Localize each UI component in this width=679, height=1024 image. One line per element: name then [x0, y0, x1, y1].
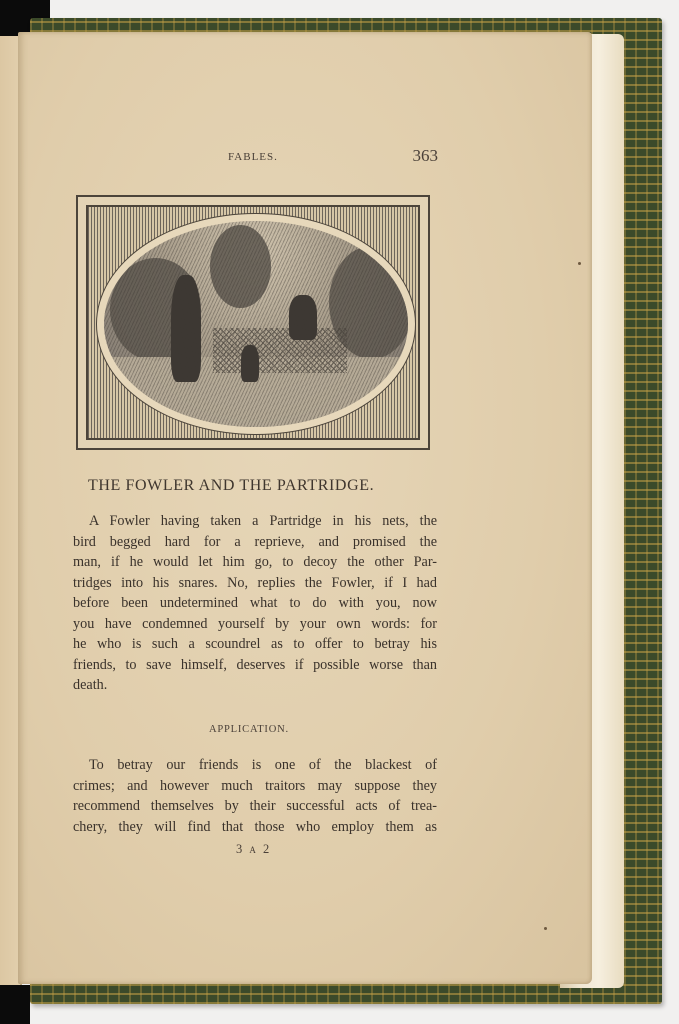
book-page — [18, 32, 592, 984]
text-line: before been undetermined what to do with you, now — [73, 595, 437, 611]
fable-body — [73, 511, 437, 696]
text-line: he who is such a scoundrel as to offer to betray his — [73, 636, 437, 652]
signature-right: 2 — [263, 842, 272, 856]
application-body — [73, 755, 437, 837]
paper-fleck — [544, 927, 547, 930]
signature-mark — [236, 842, 271, 857]
text-line: death. — [73, 677, 108, 693]
signature-middle: A — [249, 845, 258, 855]
application-heading: APPLICATION. — [209, 724, 289, 735]
text-line: friends, to save himself, deserves if possible worse than — [73, 656, 437, 673]
text-line: crimes; and however much traitors may suppose they — [73, 777, 437, 794]
engraving-hatching — [104, 221, 408, 427]
text-line: chery, they will find that those who employ them as — [73, 818, 437, 835]
engraving-oval-mat — [96, 213, 416, 435]
running-head-title: FABLES. — [228, 151, 278, 163]
text-line: man, if he would let him go, to decoy the other Par- — [73, 554, 437, 570]
scanner-edge-bottom — [0, 985, 30, 1024]
page-number: 363 — [412, 146, 438, 165]
engraving-illustration — [76, 195, 430, 450]
text-line: tridges into his snares. No, replies the Fowler, if I had — [73, 574, 437, 591]
text-line: bird begged hard for a reprieve, and promised the — [73, 533, 437, 550]
signature-left: 3 — [236, 842, 245, 856]
engraving-scene — [104, 221, 408, 427]
text-line: A Fowler having taken a Partridge in his nets, the — [89, 513, 437, 529]
fable-title: THE FOWLER AND THE PARTRIDGE. — [88, 477, 375, 494]
paper-fleck — [578, 262, 581, 265]
text-line: you have condemned yourself by your own words: for — [73, 615, 437, 632]
running-head — [208, 146, 438, 170]
text-line: To betray our friends is one of the blackest of — [89, 757, 437, 773]
text-line: recommend themselves by their successful acts of trea- — [73, 798, 437, 814]
engraving-hatched-border — [86, 205, 420, 440]
